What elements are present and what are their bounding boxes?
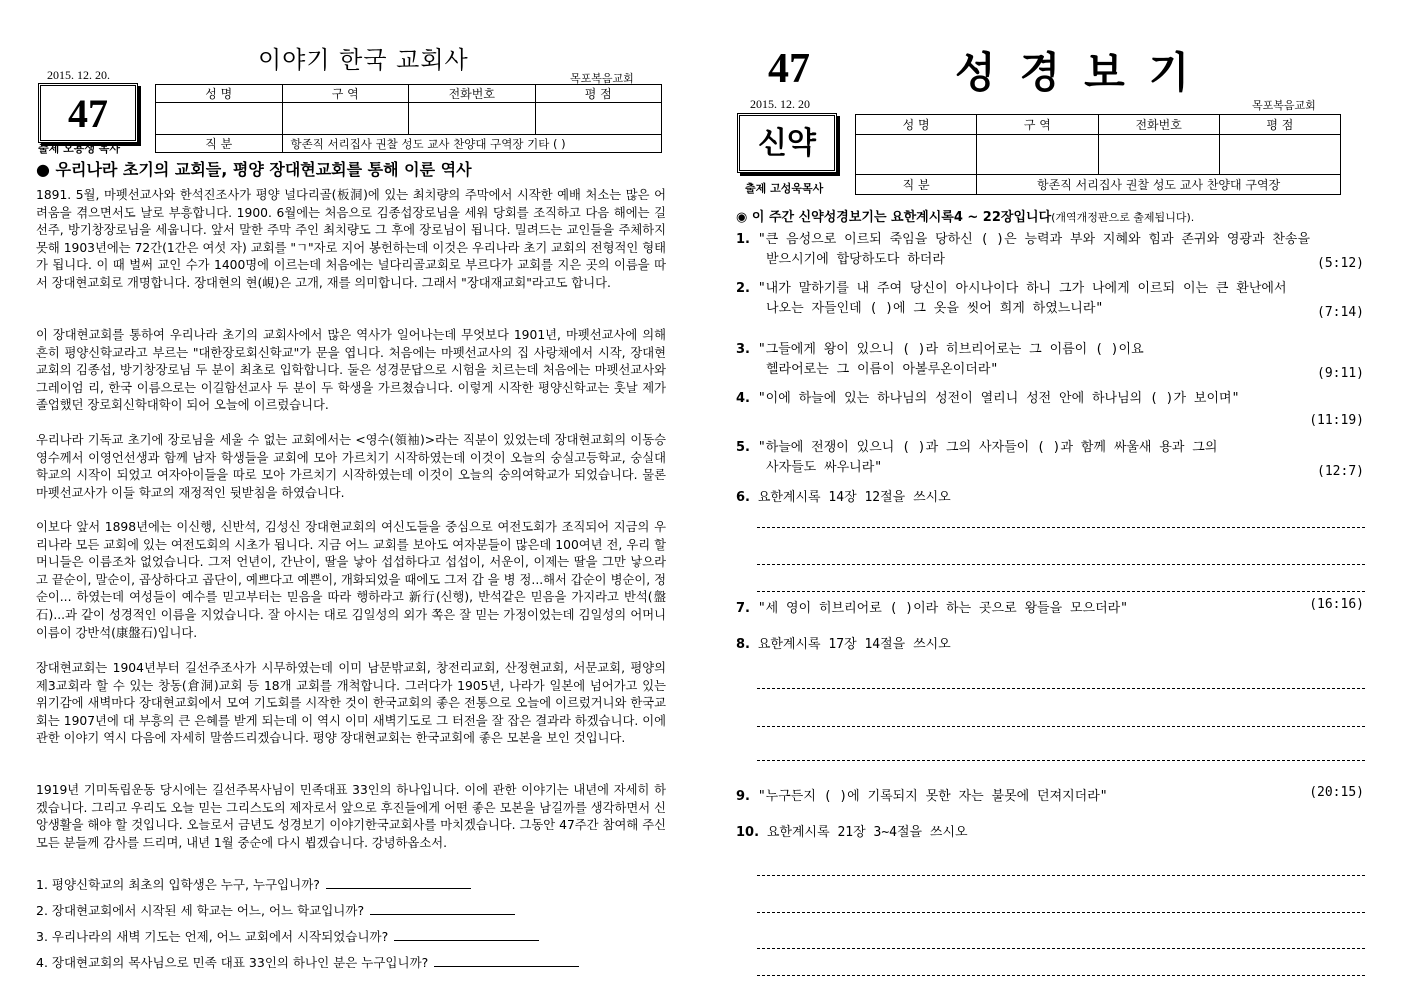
- form-header-district: 구 역: [282, 85, 409, 103]
- question-2: 2. 장대현교회에서 시작된 세 학교는 어느, 어느 학교입니까?: [36, 901, 515, 919]
- paragraph: 우리나라 기독교 초기에 장로님을 세울 수 없는 교회에서는 <영수(領袖)>라는 직분이 있었는데 장대현교회의 이동승영수께서 이영언선생과 함께 남자 학생들을 교회에 모아 가르치기 시작하였는데 이것이 오늘의 숭실고등학교, 숭실대학교의 시작이 되었고 여자아이들을 따로 모아 가르치기 시작하였는데 이것이 오늘의 숭의여학교가 되었습니다. 물론 마펫선교사가 이들 학교의 재정적인 뒷받침을 하였습니다.: [36, 433, 666, 500]
- role-options[interactable]: 항존직 서리집사 권찰 성도 교사 찬양대 구역장: [977, 175, 1341, 195]
- left-page-title: 이야기 한국 교회사: [258, 46, 469, 74]
- role-options[interactable]: 항존직 서리집사 권찰 성도 교사 찬양대 구역장 기타 ( ): [282, 135, 662, 153]
- bible-question-1: 1. "큰 음성으로 이르되 죽임을 당하신 ( )은 능력과 부와 지혜와 힘과 존귀와 영광과 찬송을 받으시기에 합당하도다 하더라 (5:12): [736, 232, 1364, 271]
- answer-line-2[interactable]: [370, 902, 515, 915]
- name-field[interactable]: [856, 135, 977, 175]
- form-header-name: 성 명: [856, 115, 977, 135]
- left-section-heading: ● 우리나라 초기의 교회들, 평양 장대현교회를 통해 이룬 역사: [36, 160, 472, 179]
- question-1: 1. 평양신학교의 최초의 입학생은 누구, 누구입니까?: [36, 875, 471, 893]
- role-label: 직 분: [856, 175, 977, 195]
- answer-line[interactable]: [757, 726, 1365, 727]
- score-field[interactable]: [535, 103, 662, 135]
- right-week-number: 47: [768, 46, 810, 92]
- right-intro: ◉ 이 주간 신약성경보기는 요한계시록4 ~ 22장입니다(개역개정판으로 출제됩니다).: [736, 210, 1195, 225]
- answer-line[interactable]: [757, 975, 1365, 976]
- answer-line-4[interactable]: [434, 954, 579, 967]
- answer-line[interactable]: [757, 564, 1365, 565]
- left-date: 2015. 12. 20.: [47, 68, 110, 82]
- paragraph: 이 장대현교회를 통하여 우리나라 초기의 교회사에서 많은 역사가 일어나는데 무엇보다 1901년, 마펫선교사에 의해 흔히 평양신학교라고 부르는 "대한장로회신학교"가 문을 엽니다. 처음에는 마펫선교사의 집 사랑채에서 시작, 장대현교회의 김종섭, 방기창장로님 두 분이 최초로 입학합니다. 둘은 성경문답으로 시험을 치르는데 처음에는 마펫선교사와 그레이엄 리, 한국 이름으로는 이길함선교사 두 분이 두 학생을 가르쳤습니다. 이렇게 시작한 평양신학교는 훗날 제가 졸업했던 장로회신학대학이 되어 오늘에 이르렀습니다.: [36, 328, 666, 413]
- left-church-name: 목포복음교회: [570, 72, 634, 85]
- right-church-name: 목포복음교회: [1252, 99, 1316, 112]
- left-author: 출제 오용생 목사: [38, 142, 121, 155]
- form-header-name: 성 명: [156, 85, 283, 103]
- answer-line-1[interactable]: [326, 876, 471, 889]
- bible-question-8: 8. 요한계시록 17장 14절을 쓰시오: [736, 637, 951, 652]
- district-field[interactable]: [977, 135, 1098, 175]
- answer-line[interactable]: [757, 948, 1365, 949]
- answer-line[interactable]: [757, 875, 1365, 876]
- testament-label: 신약: [737, 113, 837, 173]
- paragraph: 이보다 앞서 1898년에는 이신행, 신반석, 김성신 장대현교회의 여신도들을 중심으로 여전도회가 조직되어 지금의 우리나라 모든 교회에 있는 여전도회의 시초가 됩니다. 지금 어느 교회를 보아도 여자분들이 많은데 100여년 전, 우리 할머니들은 이름조차 없었습니다. 그저 언년이, 간난이, 딸을 낳아 섭섭하다고 섭섭이, 서운이, 이제는 딸을 그만 낳으라고 끝순이, 말순이, 곱상하다고 곱단이, 예쁘다고 예쁜이, 개화되었을 때에도 그저 갑 을 병 정...해서 갑순이 병순이, 정순이... 하였는데 여성들이 예수를 믿고부터는 믿음을 따라 행하라고 新行(신행), 반석같은 믿음을 가지라고 반석(盤石)...과 같이 성경적인 이름을 지었습니다. 잘 아시는 대로 김일성의 외가 쪽은 잘 믿는 가정이었는데 김일성의 어머니 이름이 강반석(康盤石)입니다.: [36, 520, 666, 640]
- bible-question-3: 3. "그들에게 왕이 있으니 ( )라 히브리어로는 그 이름이 ( )이요 헬라어로는 그 이름이 아볼루온이더라" (9:11): [736, 342, 1364, 381]
- right-page-title: 성경보기: [955, 48, 1214, 97]
- paragraph: 1891. 5월, 마펫선교사와 한석진조사가 평양 널다리골(板洞)에 있는 최치량의 주막에서 시작한 예배 처소는 많은 어려움을 겪으면서도 날로 부흥합니다. 1900. 6월에는 처음으로 김종섭장로님을 세워 당회를 조직하고 다음 해에는 길선주, 방기창장로님을 세웁니다. 앞서 말한 주막 주인 최치량도 그 후에 장로님이 됩니다. 밀려드는 교인들을 주체하지 못해 1903년에는 72간(1간은 여섯 자) 교회를 "ㄱ"자로 지어 봉헌하는데 이것은 우리나라 초기 교회의 전형적인 형태가 됩니다. 이 때 벌써 교인 수가 1400명에 이르는데 처음에는 널다리골교회로 부르다가 교회를 지은 곳의 이름을 따서 장대현교회로 개명합니다. 장대현의 현(峴)은 고개, 재를 의미합니다. 그래서 "장대재교회"라고도 합니다.: [36, 188, 666, 290]
- question-3: 3. 우리나라의 새벽 기도는 언제, 어느 교회에서 시작되었습니까?: [36, 927, 539, 945]
- phone-field[interactable]: [1098, 135, 1219, 175]
- question-4: 4. 장대현교회의 목사님으로 민족 대표 33인의 하나인 분은 누구입니까?: [36, 953, 579, 971]
- answer-line[interactable]: [757, 527, 1365, 528]
- answer-line[interactable]: [757, 760, 1365, 761]
- answer-line[interactable]: [757, 912, 1365, 913]
- form-header-district: 구 역: [977, 115, 1098, 135]
- bible-question-4: 4. "이에 하늘에 있는 하나님의 성전이 열리니 성전 안에 하나님의 ( )가 보이며" (11:19): [736, 391, 1364, 428]
- form-header-score: 평 점: [1219, 115, 1340, 135]
- score-field[interactable]: [1219, 135, 1340, 175]
- answer-line-3[interactable]: [394, 928, 539, 941]
- bible-question-7: 7. "세 영이 히브리어로 ( )이라 하는 곳으로 왕들을 모으더라" (16:16): [736, 597, 1364, 616]
- paragraph: 1919년 기미독립운동 당시에는 길선주목사님이 민족대표 33인의 하나입니다. 이에 관한 이야기는 내년에 자세히 하겠습니다. 그리고 우리도 오늘 믿는 그리스도의 제자로서 앞으로 후진들에게 어떤 좋은 모본을 남길까를 생각하면서 신앙생활을 해야 할 것입니다. 오늘로서 금년도 성경보기 이야기한국교회사를 마치겠습니다. 그동안 47주간 참여해 주신 모든 분들께 감사를 드리며, 내년 1월 중순에 다시 뵙겠습니다. 강녕하옵소서.: [36, 783, 666, 850]
- bible-question-10: 10. 요한계시록 21장 3~4절을 쓰시오: [736, 825, 968, 840]
- bible-question-2: 2. "내가 말하기를 내 주여 당신이 아시나이다 하니 그가 나에게 이르되 이는 큰 환난에서 나오는 자들인데 ( )에 그 옷을 씻어 희게 하였느니라" (7:14): [736, 281, 1364, 320]
- form-header-phone: 전화번호: [1098, 115, 1219, 135]
- paragraph: 장대현교회는 1904년부터 길선주조사가 시무하였는데 이미 남문밖교회, 창전리교회, 산정현교회, 서문교회, 평양의 제3교회라 할 수 있는 창동(倉洞)교회 등 18개 교회를 개척합니다. 그러다가 1905년, 나라가 일본에 넘어가고 있는 위기감에 새벽마다 장대현교회에서 모여 기도회를 시작한 것이 한국교회의 좋은 전통으로 오늘에 이르렀거니와 한국교회는 1907년에 대 부흥의 큰 은혜를 받게 되는데 이 역시 이미 새벽기도로 그 터전을 잘 잡은 결과라 하겠습니다. 이에 관한 이야기 역시 다음에 자세히 말씀드리겠습니다. 평양 장대현교회는 한국교회에 좋은 모본을 보인 것입니다.: [36, 661, 666, 746]
- role-label: 직 분: [156, 135, 283, 153]
- form-header-score: 평 점: [535, 85, 662, 103]
- phone-field[interactable]: [409, 103, 536, 135]
- district-field[interactable]: [282, 103, 409, 135]
- left-info-form: [155, 84, 662, 153]
- answer-line[interactable]: [757, 591, 1365, 592]
- bible-question-9: 9. "누구든지 ( )에 기록되지 못한 자는 불못에 던져지더라" (20:15): [736, 785, 1364, 804]
- form-header-phone: 전화번호: [409, 85, 536, 103]
- bible-question-6: 6. 요한계시록 14장 12절을 쓰시오: [736, 490, 951, 505]
- right-info-form: [855, 114, 1341, 195]
- right-author: 출제 고성욱목사: [745, 182, 824, 195]
- left-week-number: 47: [38, 83, 138, 143]
- right-date: 2015. 12. 20: [750, 97, 810, 111]
- bible-question-5: 5. "하늘에 전쟁이 있으니 ( )과 그의 사자들이 ( )과 함께 싸울새 용과 그의 사자들도 싸우니라" (12:7): [736, 440, 1364, 479]
- answer-line[interactable]: [757, 688, 1365, 689]
- name-field[interactable]: [156, 103, 283, 135]
